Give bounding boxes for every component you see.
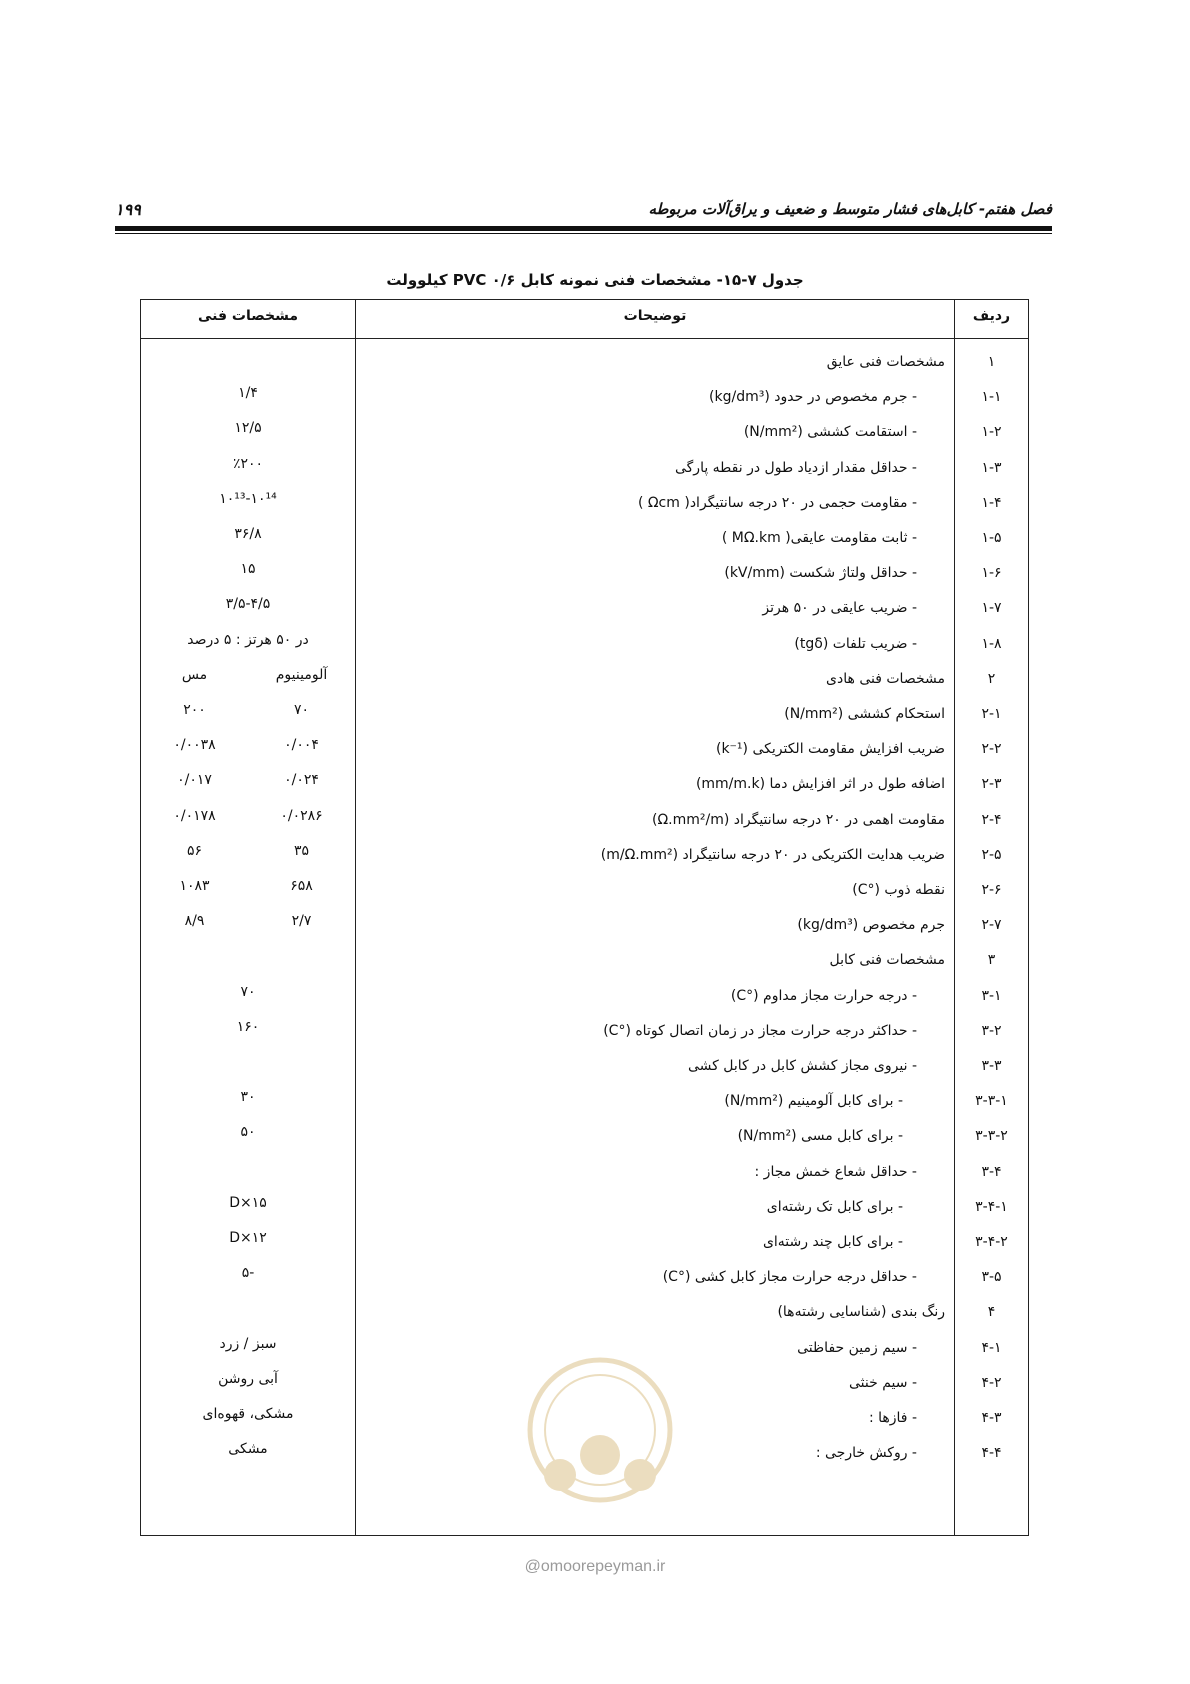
cell-description: - حداکثر درجه حرارت مجاز در زمان اتصال کوتاه (°C) bbox=[603, 1022, 917, 1039]
cell-spec: مشکی bbox=[228, 1441, 268, 1458]
cell-description: - حداقل درجه حرارت مجاز کابل کشی (°C) bbox=[662, 1269, 917, 1286]
cell-description: - ثابت مقاومت عایقی( MΩ.km ) bbox=[721, 530, 917, 546]
table-row bbox=[141, 768, 1028, 804]
cell-description: - حداقل شعاع خمش مجاز : bbox=[754, 1163, 917, 1180]
cell-spec: ۵۰ bbox=[240, 1124, 256, 1141]
table-row bbox=[141, 1015, 1028, 1051]
cell-description: - برای کابل مسی (N/mm²) bbox=[737, 1128, 903, 1145]
cell-spec: ۳۶/۸ bbox=[234, 526, 262, 542]
cell-description: - حداقل مقدار ازدیاد طول در نقطه پارگی bbox=[674, 459, 917, 476]
cell-radif: ۳-۳ bbox=[981, 1058, 1002, 1074]
cell-spec-copper: ۰/۰۱۷۸ bbox=[173, 807, 216, 824]
cell-radif: ۲-۴ bbox=[981, 811, 1002, 828]
cell-spec-aluminum: ۷۰ bbox=[293, 702, 310, 718]
cell-spec-copper: ۸/۹ bbox=[184, 913, 205, 930]
cell-radif: ۱-۶ bbox=[981, 565, 1002, 582]
cell-spec: آبی روشن bbox=[218, 1370, 278, 1387]
cell-description: استحکام کششی (N/mm²) bbox=[784, 706, 945, 722]
table-row bbox=[141, 874, 1028, 910]
cell-description: - ضریب عایقی در ۵۰ هرتز bbox=[762, 600, 917, 617]
cell-description: ضریب افزایش مقاومت الکتریکی (k⁻¹) bbox=[715, 741, 945, 758]
cell-description: - ضریب تلفات (tgδ) bbox=[794, 635, 917, 652]
cell-description: ضریب هدایت الکتریکی در ۲۰ درجه سانتیگراد (m/Ω.mm²) bbox=[600, 846, 945, 863]
watermark-site: @omoorepeyman.ir bbox=[524, 1558, 666, 1575]
cell-spec-copper: ۵۶ bbox=[186, 842, 203, 859]
cell-description: - روکش خارجی : bbox=[815, 1445, 917, 1462]
table-row bbox=[141, 346, 1028, 382]
cell-radif: ۱-۵ bbox=[981, 530, 1002, 546]
cell-spec-copper: ۰/۰۱۷ bbox=[177, 772, 212, 789]
cell-spec: ۱/۴ bbox=[238, 385, 258, 402]
cell-spec: مشکی، قهوه‌ای bbox=[202, 1406, 294, 1422]
cell-radif: ۴ bbox=[987, 1304, 996, 1321]
cell-spec: ۳۰ bbox=[240, 1089, 256, 1106]
cell-spec: ۱۶۰ bbox=[236, 1018, 260, 1035]
cell-spec-aluminum: ۰/۰۲۸۶ bbox=[280, 807, 323, 824]
cell-radif: ۱-۱ bbox=[981, 389, 1002, 406]
table-row bbox=[141, 1120, 1028, 1156]
header-rule-thick bbox=[115, 226, 1052, 231]
cell-description: مشخصات فنی هادی bbox=[826, 670, 945, 687]
cell-spec: ۱۲/۵ bbox=[234, 420, 262, 437]
cell-radif: ۲-۶ bbox=[981, 882, 1002, 898]
table-row bbox=[141, 557, 1028, 593]
cell-description: - فازها : bbox=[868, 1410, 917, 1426]
page-header bbox=[115, 200, 1052, 224]
cell-radif: ۱-۳ bbox=[981, 459, 1002, 476]
cell-description: نقطه ذوب (°C) bbox=[852, 882, 945, 898]
table-row bbox=[141, 381, 1028, 417]
cell-radif: ۳-۵ bbox=[981, 1269, 1002, 1286]
watermark-logo bbox=[500, 1345, 700, 1515]
table-row bbox=[141, 980, 1028, 1016]
table-row bbox=[141, 909, 1028, 945]
table-row bbox=[141, 1050, 1028, 1086]
cell-description: - استقامت کششی (N/mm²) bbox=[743, 424, 917, 441]
cell-spec: ۳/۵-۴/۵ bbox=[225, 596, 271, 613]
table-row bbox=[141, 452, 1028, 488]
cell-description: مشخصات فنی کابل bbox=[829, 952, 945, 969]
table-row bbox=[141, 628, 1028, 664]
cell-description: - برای کابل آلومینیم (N/mm²) bbox=[724, 1093, 903, 1110]
table-row bbox=[141, 944, 1028, 980]
cell-radif: ۲-۲ bbox=[981, 741, 1002, 758]
table-row bbox=[141, 1191, 1028, 1227]
cell-spec: ۷۰ bbox=[240, 983, 256, 1000]
table-row bbox=[141, 487, 1028, 523]
chapter-title: فصل هفتم- کابل‌های فشار متوسط و ضعیف و یراق‌آلات مربوطه bbox=[648, 200, 1052, 218]
cell-spec-copper: ۱۰۸۳ bbox=[179, 878, 210, 894]
column-header-radif: ردیف bbox=[972, 308, 1011, 324]
table-row bbox=[141, 1226, 1028, 1262]
cell-radif: ۲-۷ bbox=[981, 917, 1002, 934]
header-rule-thin bbox=[115, 233, 1052, 234]
table-row bbox=[141, 592, 1028, 628]
column-header-desc: توضیحات bbox=[623, 308, 687, 324]
table-row bbox=[141, 663, 1028, 699]
cell-spec: ۱۰¹³-۱۰¹⁴ bbox=[219, 490, 277, 507]
cell-radif: ۱-۷ bbox=[981, 600, 1002, 617]
table-row bbox=[141, 1085, 1028, 1121]
cell-spec: ۱۵×D bbox=[229, 1194, 267, 1211]
table-row bbox=[141, 698, 1028, 734]
cell-radif: ۴-۱ bbox=[981, 1339, 1002, 1356]
cell-spec-aluminum: آلومینیوم bbox=[275, 666, 328, 683]
cell-spec-aluminum: ۰/۰۰۴ bbox=[284, 737, 319, 754]
table-row bbox=[141, 839, 1028, 875]
cell-description: مقاومت اهمی در ۲۰ درجه سانتیگراد (Ω.mm²/m) bbox=[651, 811, 945, 828]
cell-description: رنگ بندی (شناسایی رشته‌ها) bbox=[777, 1304, 945, 1321]
cell-description: اضافه طول در اثر افزایش دما (mm/m.k) bbox=[695, 776, 945, 793]
cell-spec: در ۵۰ هرتز : ۵ درصد bbox=[187, 631, 309, 648]
cell-description: - جرم مخصوص در حدود (kg/dm³) bbox=[709, 389, 917, 406]
cell-radif: ۳-۲ bbox=[981, 1022, 1002, 1039]
cell-spec: -۵ bbox=[241, 1265, 255, 1282]
cell-radif: ۳-۴ bbox=[981, 1163, 1002, 1180]
cell-radif: ۱-۴ bbox=[981, 494, 1002, 511]
cell-radif: ۴-۲ bbox=[981, 1374, 1002, 1391]
cell-spec-aluminum: ۶۵۸ bbox=[290, 878, 313, 894]
cell-radif: ۳-۱ bbox=[981, 987, 1002, 1004]
table-row bbox=[141, 1296, 1028, 1332]
cell-spec: ٪۲۰۰ bbox=[232, 455, 264, 472]
cell-radif: ۳-۴-۱ bbox=[975, 1198, 1008, 1215]
cell-spec-copper: ۰/۰۰۳۸ bbox=[173, 737, 216, 754]
cell-radif: ۱ bbox=[987, 354, 996, 370]
cell-radif: ۲-۵ bbox=[981, 846, 1002, 863]
column-header-spec: مشخصات فنی bbox=[197, 308, 299, 324]
cell-radif: ۲ bbox=[987, 670, 996, 687]
cell-radif: ۴-۴ bbox=[981, 1445, 1002, 1462]
cell-description: مشخصات فنی عایق bbox=[826, 354, 945, 370]
cell-description: - سیم زمین حفاظتی bbox=[797, 1339, 917, 1356]
cell-radif: ۲-۱ bbox=[981, 706, 1002, 722]
cell-description: - حداقل ولتاژ شکست (kV/mm) bbox=[724, 565, 917, 582]
cell-radif: ۳-۴-۲ bbox=[975, 1234, 1008, 1250]
cell-radif: ۱-۸ bbox=[981, 635, 1002, 652]
cell-spec: ۱۵ bbox=[240, 561, 256, 578]
table-row bbox=[141, 416, 1028, 452]
cell-spec-aluminum: ۲/۷ bbox=[291, 913, 312, 930]
cell-spec-copper: مس bbox=[181, 666, 208, 683]
cell-description: - مقاومت حجمی در ۲۰ درجه سانتیگراد( Ωcm ) bbox=[637, 494, 917, 511]
table-row bbox=[141, 1156, 1028, 1192]
table-row bbox=[141, 804, 1028, 840]
cell-description: - برای کابل چند رشته‌ای bbox=[762, 1234, 903, 1250]
cell-description: جرم مخصوص (kg/dm³) bbox=[797, 917, 945, 934]
table-row bbox=[141, 522, 1028, 558]
cell-radif: ۳ bbox=[987, 952, 996, 969]
cell-spec-aluminum: ۳۵ bbox=[293, 842, 310, 859]
table-row bbox=[141, 733, 1028, 769]
table-title: جدول ۷-۱۵- مشخصات فنی نمونه کابل PVC ۰/۶ کیلوولت bbox=[386, 271, 804, 289]
cell-description: - نیروی مجاز کشش کابل در کابل کشی bbox=[687, 1058, 917, 1074]
cell-radif: ۱-۲ bbox=[981, 424, 1002, 441]
cell-radif: ۲-۳ bbox=[981, 776, 1002, 793]
cell-radif: ۳-۳-۲ bbox=[975, 1128, 1008, 1145]
cell-spec-aluminum: ۰/۰۲۴ bbox=[284, 772, 319, 789]
cell-spec: سبز / زرد bbox=[219, 1335, 277, 1352]
cell-description: - سیم خنثی bbox=[849, 1374, 917, 1391]
page-number: ۱۹۹ bbox=[115, 200, 141, 219]
cell-radif: ۴-۳ bbox=[981, 1410, 1002, 1426]
cell-radif: ۳-۳-۱ bbox=[975, 1093, 1008, 1110]
cell-spec: ۱۲×D bbox=[229, 1230, 267, 1246]
header-divider bbox=[141, 338, 1028, 339]
cell-spec-copper: ۲۰۰ bbox=[183, 702, 206, 718]
cell-description: - درجه حرارت مجاز مداوم (°C) bbox=[730, 987, 917, 1004]
cell-description: - برای کابل تک رشته‌ای bbox=[766, 1198, 903, 1215]
table-row bbox=[141, 1261, 1028, 1297]
